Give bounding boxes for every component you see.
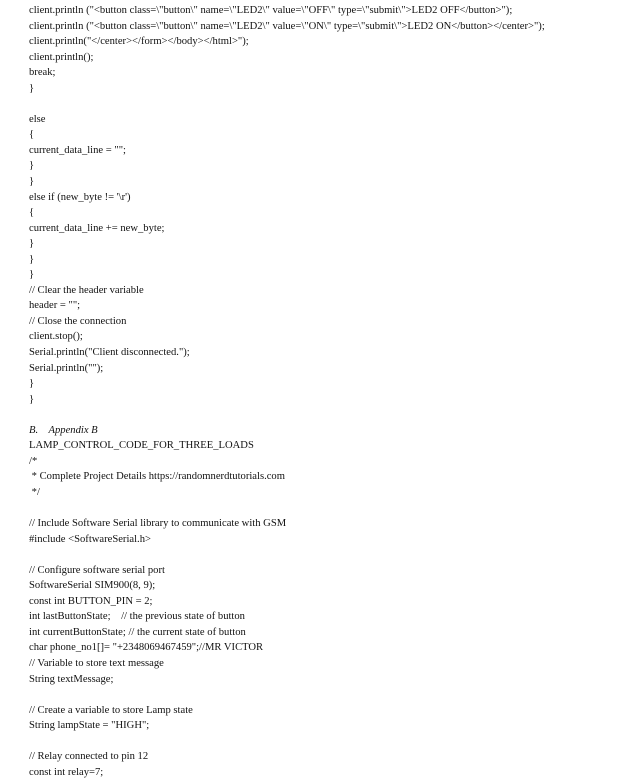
code-line: } [29, 160, 35, 172]
code-line: // Relay connected to pin 12 [29, 751, 149, 763]
code-line: SoftwareSerial SIM900(8, 9); [29, 580, 156, 592]
code-line: } [29, 269, 35, 281]
code-line: // Close the connection [29, 315, 127, 327]
code-line: int currentButtonState; // the current state of button [29, 626, 246, 638]
code-line: // Include Software Serial library to communicate with GSM [29, 518, 287, 530]
code-line: char phone_no1[]= "+2348069467459";//MR VICTOR [29, 642, 264, 654]
code-line: header = ""; [29, 300, 81, 312]
code-line [29, 501, 619, 517]
code-line: String textMessage; [29, 673, 114, 685]
appendix-title: LAMP_CONTROL_CODE_FOR_THREE_LOADS [29, 440, 254, 452]
code-line: } [29, 378, 35, 390]
code-line: Serial.println(""); [29, 362, 104, 374]
code-line: break; [29, 67, 56, 79]
code-line: { [29, 129, 35, 141]
code-line: Serial.println("Client disconnected."); [29, 347, 190, 359]
code-line: client.println("</center></form></body></html>"); [29, 36, 249, 48]
code-line: // Configure software serial port [29, 564, 165, 576]
code-line: current_data_line = ""; [29, 144, 126, 156]
code-listing [29, 3, 619, 780]
code-line: current_data_line += new_byte; [29, 222, 165, 234]
code-line [29, 734, 619, 750]
code-line [29, 687, 619, 703]
code-line: } [29, 253, 35, 265]
code-line [29, 547, 619, 563]
code-line: // Create a variable to store Lamp state [29, 704, 193, 716]
code-line: client.stop(); [29, 331, 83, 343]
code-line: #include <SoftwareSerial.h> [29, 533, 151, 545]
code-line: } [29, 82, 35, 94]
code-line: String lampState = "HIGH"; [29, 720, 150, 732]
code-line: client.println ("<button class=\"button\" name=\"LED2\" value=\"ON\" type=\"submit\">LED2 ON</button></center>"); [29, 20, 545, 32]
code-line: * Complete Project Details https://randomnerdtutorials.com [29, 471, 285, 483]
code-line: // Clear the header variable [29, 284, 144, 296]
code-line: int lastButtonState; // the previous state of button [29, 611, 245, 623]
code-line: const int relay=7; [29, 766, 104, 778]
appendix-heading: B. Appendix B [29, 424, 98, 436]
code-line: else [29, 113, 46, 125]
code-line [29, 96, 619, 112]
code-line: // Variable to store text message [29, 657, 164, 669]
code-line: client.println(); [29, 51, 94, 63]
code-line: client.println ("<button class=\"button\" name=\"LED2\" value=\"OFF\" type=\"submit\">LED2 OFF</button>"); [29, 5, 513, 16]
code-line: const int BUTTON_PIN = 2; [29, 595, 153, 607]
code-line: /* [29, 455, 38, 467]
code-line: */ [29, 486, 40, 498]
code-line: } [29, 176, 35, 188]
code-line: { [29, 207, 35, 219]
code-line: else if (new_byte != '\r') [29, 191, 131, 203]
code-line: } [29, 393, 35, 405]
code-line [29, 407, 619, 423]
code-line: } [29, 238, 35, 250]
